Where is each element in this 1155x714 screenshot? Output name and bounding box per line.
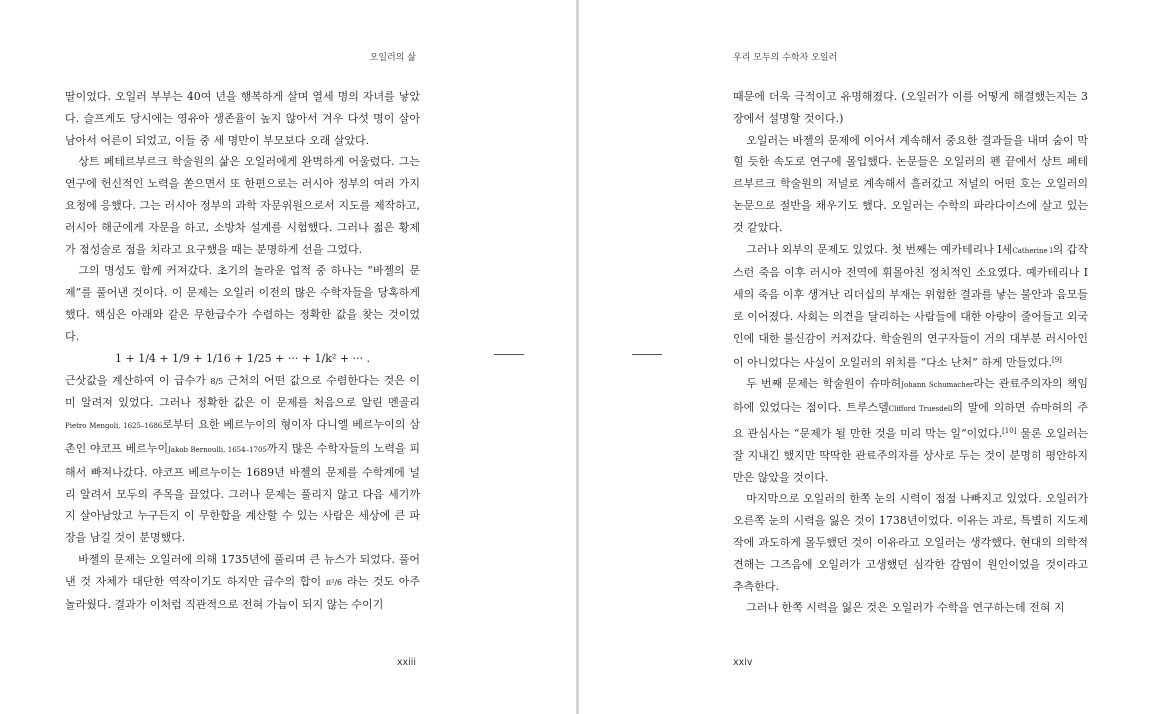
- paragraph: 그러나 외부의 문제도 있었다. 첫 번째는 예카테리나 I세Catherine I의 갑작스런 죽음 이후 러시아 전역에 휘몰아친 정치적인 소요였다. 예카테리나 I세의 죽음 이후 생겨난 리더십의 부재는 위험한 결과를 낳는 불안과 음모들로 이어졌다. 사회는 의견을 달리하는 사람들에 대한 아량이 줄어들고 외국인에 대한 불신감이 커져갔다. 학술원의 연구자들이 거의 대부분 러시아인이 아니었다는 사실이 오일러의 위치를 “다소 난처” 하게 만들었다.[9]: [733, 242, 1088, 369]
- basel-series-equation: 1 + 1/4 + 1/9 + 1/16 + 1/25 + ··· + 1/k² + ··· .: [114, 351, 371, 365]
- left-page: [0, 0, 576, 714]
- catherine-name: Catherine I: [1012, 246, 1053, 255]
- page-number-left: xxiii: [396, 657, 416, 668]
- page-number-right: xxiv: [733, 657, 753, 668]
- fraction-eight-fifths: 8/5: [210, 376, 224, 386]
- paragraph: 근삿값을 계산하여 이 급수가 8/5 근처의 어떤 값으로 수렴한다는 것은 이미 알려져 있었다. 그러나 정확한 값은 이 문제를 처음으로 알린 멘골리Pietro Mengoli, 1625–1686로부터 요한 베르누이의 형이자 다니엘 베르누이의 삼촌인 야코프 베르누이Jakob Bernoulli, 1654–1705까지 많은 수학자들의 노력을 피해서 빠져나갔다. 야코프 베르누이는 1689년 바젤의 문제를 수학계에 널리 알려서 모두의 주목을 끌었다. 그러나 문제는 풀리지 않고 다음 세기까지 살아남았고 누구든지 이 무한합을 계산할 수 있는 사람은 세상에 큰 파장을 남길 것이 분명했다.: [65, 373, 421, 545]
- paragraph: 두 번째 문제는 학술원이 슈마허Johann Schumacher라는 관료주의자의 책임하에 있었다는 점이다. 트루스델Clifford Truesdell의 말에 의하면 슈마허의 주요 관심사는 “문제가 될 만한 것을 미리 막는 일”이었다.[10] 물론 오일러는 잘 지내긴 했지만 딱딱한 관료주의자를 상사로 두는 것이 분명히 평안하지만은 않았을 것이다.: [733, 377, 1089, 484]
- left-page-body: [65, 86, 420, 615]
- paragraph: 그러나 한쪽 시력을 잃은 것은 오일러가 수학을 연구하는데 전혀 지: [746, 601, 1065, 615]
- paragraph: 딸이었다. 오일러 부부는 40여 년을 행복하게 살며 열세 명의 자녀를 낳았다. 슬프게도 당시에는 영유아 생존율이 높지 않아서 겨우 다섯 명이 살아남아서 어른이 되었고, 이들 중 세 명만이 부모보다 오래 살았다.: [65, 90, 420, 147]
- running-header-right: 우리 모두의 수학자 오일러: [733, 53, 838, 63]
- running-header-left: 오일러의 삶: [369, 53, 416, 63]
- mengoli-name: Pietro Mengoli, 1625–1686: [65, 422, 163, 431]
- right-page: [579, 0, 1155, 714]
- paragraph: 바젤의 문제는 오일러에 의해 1735년에 풀리며 큰 뉴스가 되었다. 풀어낸 것 자체가 대단한 역작이기도 하지만 급수의 합이 π²/6 라는 것도 아주 놀라웠다. 결과가 이처럼 직관적으로 전혀 가늠이 되지 않는 수이기: [65, 552, 421, 611]
- paragraph: 오일러는 바젤의 문제에 이어서 계속해서 중요한 결과들을 내며 숨이 막힐 듯한 속도로 연구에 몰입했다. 논문들은 오일러의 펜 끝에서 상트 페테르부르크 학술원의 저널로 계속해서 흘러갔고 저널의 어떤 호는 오일러의 논문으로 절반을 채우기도 했다. 오일러는 수학의 파라다이스에 살고 있는 것 같았다.: [733, 133, 1088, 234]
- footnote-ref-9: [9]: [1052, 355, 1062, 364]
- page-edge-mark: [494, 354, 524, 355]
- truesdell-name: Clifford Truesdell: [888, 405, 953, 414]
- right-page-body: [733, 86, 1088, 619]
- paragraph: 그의 명성도 함께 커져갔다. 초기의 놀라운 업적 중 하나는 “바젤의 문제”를 풀어낸 것이다. 이 문제는 오일러 이전의 많은 수학자들을 당혹하게 했다. 핵심은 아래와 같은 무한급수가 수렴하는 정확한 값을 찾는 것이었다.: [65, 264, 420, 343]
- jakob-bernoulli-name: Jakob Bernoulli, 1654–1705: [168, 445, 267, 454]
- paragraph: 마지막으로 오일러의 한쪽 눈의 시력이 점점 나빠지고 있었다. 오일러가 오른쪽 눈의 시력을 잃은 것이 1738년이었다. 이유는 과로, 특별히 지도제작에 과도하게 몰두했던 것이 이유라고 오일러는 생각했다. 현대의 의학적 견해는 그즈음에 오일러가 고생했던 심각한 감염이 원인이었을 것이라고 추측한다.: [733, 492, 1088, 593]
- paragraph: 때문에 더욱 극적이고 유명해졌다. (오일러가 이를 어떻게 해결했는지는 3장에서 설명할 것이다.): [733, 90, 1088, 125]
- fraction-pi-squared-over-six: π²/6: [325, 577, 343, 587]
- schumacher-name: Johann Schumacher: [901, 381, 974, 390]
- page-edge-mark: [632, 354, 662, 355]
- footnote-ref-10: [10]: [1002, 426, 1017, 435]
- paragraph: 상트 페테르부르크 학술원의 삶은 오일러에게 완벽하게 어울렸다. 그는 연구에 헌신적인 노력을 쏟으면서 또 한편으로는 러시아 정부의 여러 가지 요청에 응했다. 그는 러시아 정부의 과학 자문위원으로서 지도를 제작하고, 러시아 해군에게 자문을 하고, 소방차 설계를 시험했다. 그러나 젊은 황제가 점성술로 점을 치라고 요구했을 때는 분명하게 선을 그었다.: [65, 155, 420, 256]
